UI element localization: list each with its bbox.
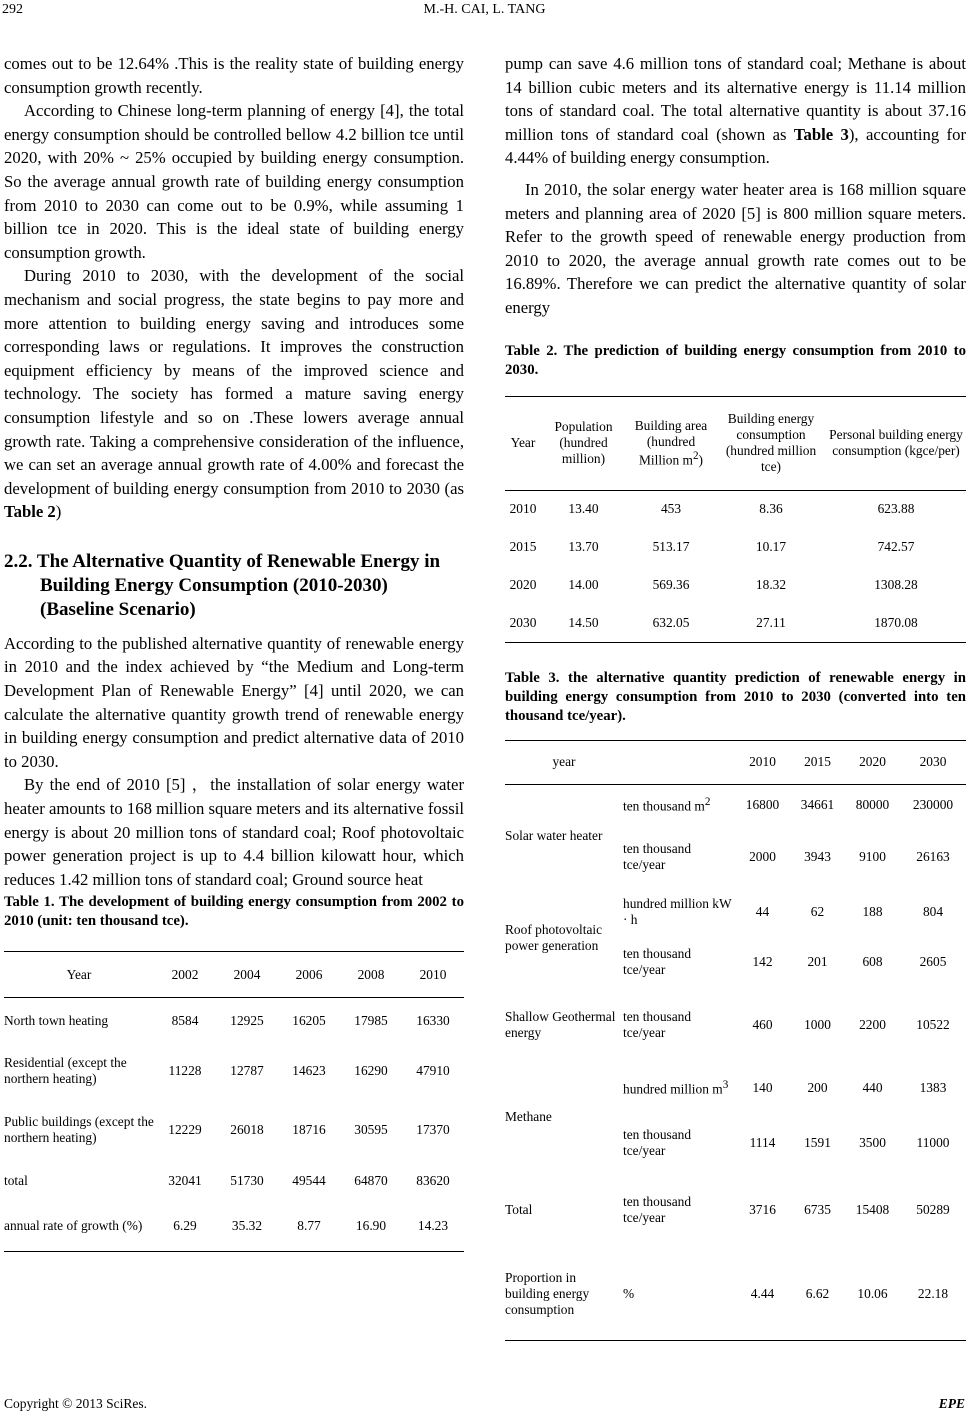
table3-caption: Table 3. the alternative quantity prediction of renewable energy in building energy consumption from 2010 to 2030 (converted into ten thousand tce/year). <box>505 669 966 724</box>
table-cell: 569.36 <box>652 577 690 593</box>
group-label: Shallow Geothermal energy <box>505 1009 616 1041</box>
table3-header: year <box>505 740 623 784</box>
table2-header: Year <box>505 396 541 490</box>
table-cell: 623.88 <box>877 501 915 517</box>
table-cell: 2010 <box>509 501 537 517</box>
table-cell: 2015 <box>509 539 537 555</box>
unit-cell: ten thousand $m^2$ <box>623 796 711 814</box>
table-cell: 1383 <box>919 1080 947 1096</box>
row-label: Public buildings (except the northern heating) <box>4 1113 154 1145</box>
table-cell: 16.90 <box>340 1200 402 1252</box>
table-cell: 1870.08 <box>826 604 966 642</box>
copyright: Copyright © 2013 SciRes. <box>4 1396 148 1411</box>
table-row <box>505 784 966 826</box>
table-cell: 14.50 <box>541 604 626 642</box>
table-row <box>505 566 966 604</box>
table-row <box>505 1172 966 1248</box>
unit-cell: ten thousand tce/year <box>623 946 692 978</box>
table1-header: 2006 <box>278 952 340 998</box>
table-row <box>505 1062 966 1114</box>
table-cell: 18716 <box>292 1121 326 1137</box>
table-cell: 2000 <box>749 849 776 865</box>
table-cell: 13.40 <box>568 501 599 517</box>
paragraph: According to Chinese long-term planning of energy [4], the total energy consumption should be controlled bellow 4.2 billion tce until 2020, with 20% ~ 25% occupied by building energy consumption. So the average annual growth rate of building energy consumption from 2010 to 2030 can come out to be 0.9%, while assuming 1 billion tce in 2020. This is the ideal state of building energy consumption growth. <box>4 101 464 262</box>
table-cell: 26018 <box>230 1121 264 1137</box>
table3-header <box>623 740 735 784</box>
table-cell: 608 <box>862 954 883 970</box>
table1-header: 2004 <box>216 952 278 998</box>
page-header <box>0 0 969 24</box>
table-cell: 26163 <box>916 849 950 865</box>
table-cell: 11000 <box>916 1135 950 1151</box>
table-row <box>4 1200 464 1252</box>
table1-caption: Table 1. The development of building energy consumption from 2002 to 2010 (unit: ten thousand tce). <box>4 894 464 930</box>
table-cell: 12229 <box>168 1121 202 1137</box>
table-cell: 35.32 <box>216 1200 278 1252</box>
section-heading: 2.2. The Alternative Quantity of Renewable Energy in Building Energy Consumption (2010-2030) (Baseline Scenario) <box>4 550 441 620</box>
table-cell: 16290 <box>354 1062 388 1078</box>
table-row <box>505 528 966 566</box>
table-cell: 140 <box>752 1080 773 1096</box>
table-cell: 201 <box>807 954 828 970</box>
table-cell: 12925 <box>230 1013 264 1029</box>
table1-header: 2002 <box>154 952 216 998</box>
table1 <box>4 951 464 1252</box>
unit-cell: ten thousand tce/year <box>623 1009 692 1041</box>
right-column <box>505 52 966 1341</box>
unit-cell: ten thousand tce/year <box>623 1194 692 1226</box>
unit-cell: ten thousand tce/year <box>623 1127 692 1159</box>
paragraph-text: pump can save 4.6 million tons of standard coal; Methane is about 14 billion cubic meters and its alternative energy is 11.14 million tons of standard coal. The total alternative quantity is about 37.16 million tons of standard coal (shown as <box>505 54 966 144</box>
table-cell: 51730 <box>230 1172 264 1188</box>
table-cell: 6.62 <box>790 1248 845 1340</box>
paragraph-text: During 2010 to 2030, with the development of the social mechanism and social progress, the state begins to pay more and more attention to building energy saving and introduces some corresponding laws or regulations. It improves the construction equipment efficiency by means of the improved science and technology. The society has formed a mature saving energy consumption lifestyle and so on .These lowers average annual growth rate. Taking a comprehensive consideration of the influence, we can set an average annual growth rate of 4.00% and forecast the development of building energy consumption from 2010 to 2030 (as <box>4 266 464 498</box>
unit-cell: hundred million $m^3$ <box>623 1078 729 1097</box>
paragraph-text: ), accounting for 4.44% of building energy consumption. <box>505 124 966 168</box>
table-cell: 10.17 <box>755 539 787 555</box>
group-label: Proportion in building energy consumption <box>505 1248 623 1340</box>
table1-header: Year <box>4 952 154 998</box>
row-label: Residential (except the northern heating) <box>4 1054 127 1086</box>
table-cell: 4.44 <box>735 1248 790 1340</box>
table-cell: 30595 <box>354 1121 388 1137</box>
table3-header: 2015 <box>790 740 845 784</box>
table2-header: Personal building energy consumption (kgce/per) <box>826 396 966 490</box>
table-cell: 16330 <box>416 1013 450 1029</box>
paragraph <box>4 264 464 524</box>
table3-header: 2020 <box>845 740 900 784</box>
table-cell: 14623 <box>292 1062 326 1078</box>
table-cell: 6.29 <box>154 1200 216 1252</box>
table-cell: 3943 <box>804 849 831 865</box>
table3-header: 2030 <box>900 740 966 784</box>
row-label: North town heating <box>4 1013 109 1029</box>
table-cell: 9100 <box>859 849 886 865</box>
table-cell: 14.23 <box>402 1200 464 1252</box>
table1-header: 2010 <box>402 952 464 998</box>
table-cell: 188 <box>862 904 883 920</box>
table-cell: 32041 <box>168 1172 202 1188</box>
table-cell: 200 <box>807 1080 828 1096</box>
table-cell: 8.77 <box>278 1200 340 1252</box>
table-cell: 513.17 <box>652 539 690 555</box>
table1-header: 2008 <box>340 952 402 998</box>
table-cell: 18.32 <box>755 577 787 593</box>
table-cell: 1591 <box>804 1135 831 1151</box>
table2-header: Building area (hundred Million $m^2$) <box>626 396 716 490</box>
table-cell: 1000 <box>804 1017 831 1033</box>
table-cell: 50289 <box>916 1202 950 1218</box>
table-cell: 804 <box>922 904 944 920</box>
table-cell: 44 <box>755 904 770 920</box>
running-authors: M.-H. CAI, L. TANG <box>423 2 546 17</box>
unit-cell: % <box>623 1248 735 1340</box>
table-cell: 6735 <box>804 1202 831 1218</box>
table-cell: 12787 <box>230 1062 264 1078</box>
table-cell: 17370 <box>416 1121 450 1137</box>
page-number: 292 <box>2 2 23 17</box>
table2 <box>505 396 966 643</box>
table-reference: Table 2 <box>4 502 56 522</box>
table2-header: Building energy consumption (hundred million tce) <box>716 396 826 490</box>
table-cell: 460 <box>752 1017 773 1033</box>
table-cell: 2020 <box>509 577 537 593</box>
table-cell: 22.18 <box>900 1248 966 1340</box>
table-cell: 10522 <box>916 1017 950 1033</box>
table2-header: Population (hundred million) <box>541 396 626 490</box>
table-cell: 34661 <box>800 797 835 813</box>
group-label: Solar water heater <box>505 828 603 844</box>
table-cell: 2030 <box>505 604 541 642</box>
table-cell: 8.36 <box>759 501 783 517</box>
group-label: Total <box>505 1202 533 1218</box>
table3-header: 2010 <box>735 740 790 784</box>
row-label: total <box>4 1172 28 1188</box>
table-cell: 64870 <box>354 1172 388 1188</box>
table-cell: 742.57 <box>877 539 915 555</box>
table-row <box>4 1162 464 1200</box>
left-column <box>4 52 464 1252</box>
table-cell: 8584 <box>171 1013 199 1029</box>
table-row <box>505 604 966 642</box>
table3 <box>505 740 966 1341</box>
table-cell: 27.11 <box>716 604 826 642</box>
table-cell: 1114 <box>749 1135 776 1151</box>
table-cell: 142 <box>752 954 773 970</box>
table-reference: Table 3 <box>793 124 849 144</box>
paragraph-text: ) <box>55 502 62 522</box>
table-cell: 49544 <box>292 1172 326 1188</box>
table-row <box>505 988 966 1062</box>
paragraph: comes out to be 12.64% .This is the reality state of building energy consumption growth recently. <box>4 54 464 97</box>
table-row <box>4 998 464 1044</box>
table-cell: 230000 <box>912 797 954 813</box>
table-cell: 80000 <box>855 797 890 813</box>
table-row <box>4 1044 464 1098</box>
table-cell: 17985 <box>354 1013 388 1029</box>
table2-caption: Table 2. The prediction of building energy consumption from 2010 to 2030. <box>505 342 966 378</box>
table-cell: 3500 <box>859 1135 886 1151</box>
table-cell: 16800 <box>745 797 780 813</box>
table-cell: 13.70 <box>568 539 599 555</box>
table-row <box>505 490 966 528</box>
table-cell: 16205 <box>292 1013 326 1029</box>
paragraph: According to the published alternative quantity of renewable energy in 2010 and the index achieved by “the Medium and Long-term Development Plan of Renewable Energy” [4] until 2020, we can calculate the alternative quantity growth trend of renewable energy in building energy consumption and predict alternative data of 2010 to 2030. <box>4 633 464 771</box>
table-cell: 11228 <box>168 1062 202 1078</box>
journal-abbrev: EPE <box>938 1396 965 1411</box>
group-label: Roof photovoltaic power generation <box>505 922 603 954</box>
table-cell: 632.05 <box>626 604 716 642</box>
table-cell: 62 <box>810 904 825 920</box>
table-cell: 47910 <box>416 1062 450 1078</box>
table-row <box>505 888 966 936</box>
group-label: Methane <box>505 1109 552 1125</box>
unit-cell: hundred million kW · h <box>623 896 732 928</box>
table-cell: 3716 <box>749 1202 776 1218</box>
table-cell: 15408 <box>855 1202 890 1218</box>
table-row <box>505 1248 966 1340</box>
table-cell: 440 <box>862 1080 883 1096</box>
paragraph: In 2010, the solar energy water heater area is 168 million square meters and planning area of 2020 [5] is 800 million square meters. Refer to the growth speed of renewable energy production from 2010 to 2020, the average annual growth rate comes out to be 16.89%. Therefore we can predict the alternative quantity of solar energy <box>505 179 966 317</box>
table-cell: 2605 <box>919 954 947 970</box>
table-cell: 2200 <box>859 1017 886 1033</box>
table-row <box>4 1098 464 1162</box>
page-footer <box>0 1396 969 1414</box>
table-cell: 1308.28 <box>874 577 918 593</box>
unit-cell: ten thousand tce/year <box>623 841 692 873</box>
table-cell: 10.06 <box>845 1248 900 1340</box>
paragraph <box>505 52 966 170</box>
row-label: annual rate of growth (%) <box>4 1200 154 1252</box>
table-cell: 14.00 <box>568 577 599 593</box>
table-cell: 453 <box>660 501 682 517</box>
table-cell: 83620 <box>416 1172 450 1188</box>
paragraph: By the end of 2010 [5] ，the installation of solar energy water heater amounts to 168 million square meters and its alternative fossil energy is about 20 million tons of standard coal; Roof photovoltaic power generation project is up to 4.4 billion kilowatt hour, which reduces 1.42 million tons of standard coal; Ground source heat <box>4 775 464 889</box>
